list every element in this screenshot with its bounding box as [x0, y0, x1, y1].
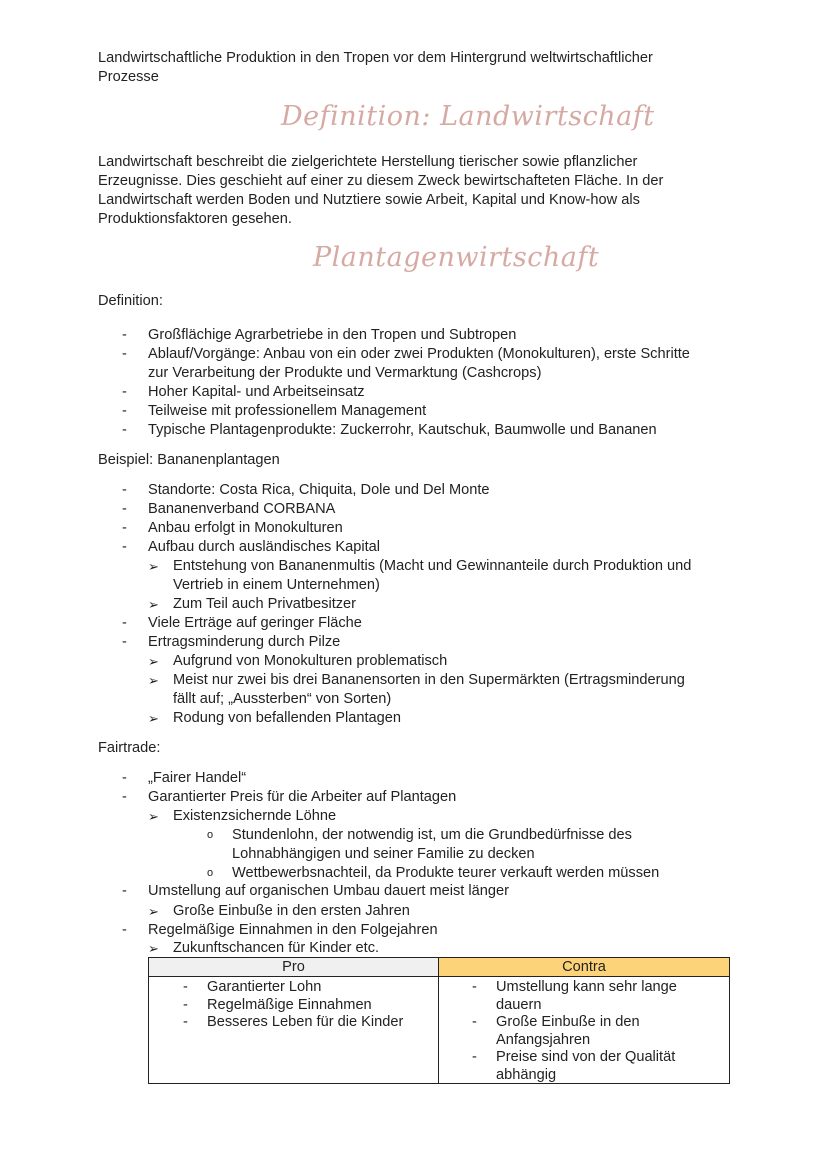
- dash-bullet: -: [472, 979, 477, 995]
- pro-item: Garantierter Lohn: [207, 979, 322, 995]
- definition-text-line-1: Landwirtschaft beschreibt die zielgerichtete Herstellung tierischer sowie pflanzlicher: [98, 154, 638, 170]
- dash-bullet: -: [122, 634, 127, 650]
- heading-plantagenwirtschaft: Plantagenwirtschaft: [313, 242, 600, 273]
- sub-list-item: Große Einbuße in den ersten Jahren: [173, 903, 410, 919]
- definition-text-line-3: Landwirtschaft werden Boden und Nutztiere sowie Arbeit, Kapital und Know-how als: [98, 192, 640, 208]
- table-cell-pro: [149, 977, 439, 1084]
- heading-definition-landwirtschaft: Definition: Landwirtschaft: [281, 101, 655, 132]
- sub-list-item: Aufgrund von Monokulturen problematisch: [173, 653, 448, 669]
- contra-item: Große Einbuße in den: [496, 1014, 640, 1030]
- list-item: Aufbau durch ausländisches Kapital: [148, 539, 381, 555]
- list-item: Anbau erfolgt in Monokulturen: [148, 520, 343, 536]
- table-cell-contra: [439, 977, 730, 1084]
- dash-bullet: -: [122, 789, 127, 805]
- arrow-bullet-icon: ➢: [148, 559, 159, 574]
- dash-bullet: -: [122, 501, 127, 517]
- sub-list-item-continuation: fällt auf; „Aussterben“ von Sorten): [173, 691, 392, 707]
- list-item: Bananenverband CORBANA: [148, 501, 336, 517]
- list-item-continuation: zur Verarbeitung der Produkte und Vermarktung (Cashcrops): [148, 365, 542, 381]
- circle-bullet-icon: o: [207, 829, 214, 841]
- dash-bullet: -: [122, 883, 127, 899]
- sub-list-item: Existenzsichernde Löhne: [173, 808, 337, 824]
- dash-bullet: -: [122, 482, 127, 498]
- contra-item-continuation: dauern: [496, 996, 542, 1013]
- list-item: Garantierter Preis für die Arbeiter auf Plantagen: [148, 789, 457, 805]
- list-item: Umstellung auf organischen Umbau dauert meist länger: [148, 883, 509, 899]
- dash-bullet: -: [183, 996, 188, 1013]
- dash-bullet: -: [183, 1014, 188, 1030]
- dash-bullet: -: [122, 922, 127, 938]
- section-label-fairtrade: Fairtrade:: [98, 740, 161, 756]
- dash-bullet: -: [122, 422, 127, 438]
- dash-bullet: -: [122, 770, 127, 786]
- pro-item: Regelmäßige Einnahmen: [207, 996, 372, 1013]
- sub-list-item: Meist nur zwei bis drei Bananensorten in den Supermärkten (Ertragsminderung: [173, 672, 685, 688]
- list-item: „Fairer Handel“: [148, 770, 247, 786]
- contra-item-continuation: abhängig: [496, 1066, 557, 1083]
- sub-sub-list-item: Stundenlohn, der notwendig ist, um die Grundbedürfnisse des: [232, 827, 632, 843]
- contra-item: Umstellung kann sehr lange: [496, 979, 677, 995]
- dash-bullet: -: [472, 1014, 477, 1030]
- document-title-line-1: Landwirtschaftliche Produktion in den Tropen vor dem Hintergrund weltwirtschaftlicher: [98, 50, 653, 66]
- arrow-bullet-icon: ➢: [148, 597, 159, 612]
- arrow-bullet-icon: ➢: [148, 941, 159, 956]
- dash-bullet: -: [122, 346, 127, 362]
- sub-sub-list-item: Wettbewerbsnachteil, da Produkte teurer verkauft werden müssen: [232, 865, 660, 881]
- arrow-bullet-icon: ➢: [148, 904, 159, 919]
- definition-text-line-4: Produktionsfaktoren gesehen.: [98, 211, 292, 227]
- sub-list-item: Rodung von befallenden Plantagen: [173, 710, 402, 726]
- list-item: Großflächige Agrarbetriebe in den Tropen und Subtropen: [148, 327, 517, 343]
- table-header-row: [149, 958, 730, 977]
- list-item: Regelmäßige Einnahmen in den Folgejahren: [148, 922, 438, 938]
- table-row: [149, 977, 730, 1084]
- dash-bullet: -: [122, 403, 127, 419]
- list-item: Ertragsminderung durch Pilze: [148, 634, 341, 650]
- sub-list-item: Entstehung von Bananenmultis (Macht und Gewinnanteile durch Produktion und: [173, 558, 692, 574]
- pro-contra-table: [148, 957, 730, 1084]
- arrow-bullet-icon: ➢: [148, 673, 159, 688]
- dash-bullet: -: [122, 520, 127, 536]
- contra-item-continuation: Anfangsjahren: [496, 1031, 591, 1048]
- section-label-definition: Definition:: [98, 293, 163, 309]
- list-item: Typische Plantagenprodukte: Zuckerrohr, Kautschuk, Baumwolle und Bananen: [148, 422, 657, 438]
- list-item: Teilweise mit professionellem Management: [148, 403, 427, 419]
- list-item: Ablauf/Vorgänge: Anbau von ein oder zwei Produkten (Monokulturen), erste Schritte: [148, 346, 690, 362]
- definition-text-line-2: Erzeugnisse. Dies geschieht auf einer zu diesem Zweck bewirtschafteten Fläche. In der: [98, 173, 664, 189]
- dash-bullet: -: [122, 384, 127, 400]
- contra-item: Preise sind von der Qualität: [496, 1049, 676, 1065]
- sub-list-item-continuation: Vertrieb in einem Unternehmen): [173, 577, 380, 593]
- list-item: Viele Erträge auf geringer Fläche: [148, 615, 362, 631]
- arrow-bullet-icon: ➢: [148, 711, 159, 726]
- sub-list-item: Zum Teil auch Privatbesitzer: [173, 596, 357, 612]
- arrow-bullet-icon: ➢: [148, 809, 159, 824]
- dash-bullet: -: [183, 979, 188, 995]
- table-header-pro: Pro: [149, 958, 439, 977]
- dash-bullet: -: [122, 615, 127, 631]
- circle-bullet-icon: o: [207, 867, 214, 879]
- arrow-bullet-icon: ➢: [148, 654, 159, 669]
- sub-sub-list-item-continuation: Lohnabhängigen und seiner Familie zu decken: [232, 846, 535, 862]
- list-item: Standorte: Costa Rica, Chiquita, Dole und Del Monte: [148, 482, 490, 498]
- pro-item: Besseres Leben für die Kinder: [207, 1014, 404, 1030]
- sub-list-item: Zukunftschancen für Kinder etc.: [173, 940, 380, 956]
- section-label-beispiel: Beispiel: Bananenplantagen: [98, 452, 280, 468]
- dash-bullet: -: [472, 1049, 477, 1065]
- table-header-contra: Contra: [439, 958, 730, 977]
- dash-bullet: -: [122, 327, 127, 343]
- list-item: Hoher Kapital- und Arbeitseinsatz: [148, 384, 365, 400]
- dash-bullet: -: [122, 539, 127, 555]
- document-title-line-2: Prozesse: [98, 69, 159, 85]
